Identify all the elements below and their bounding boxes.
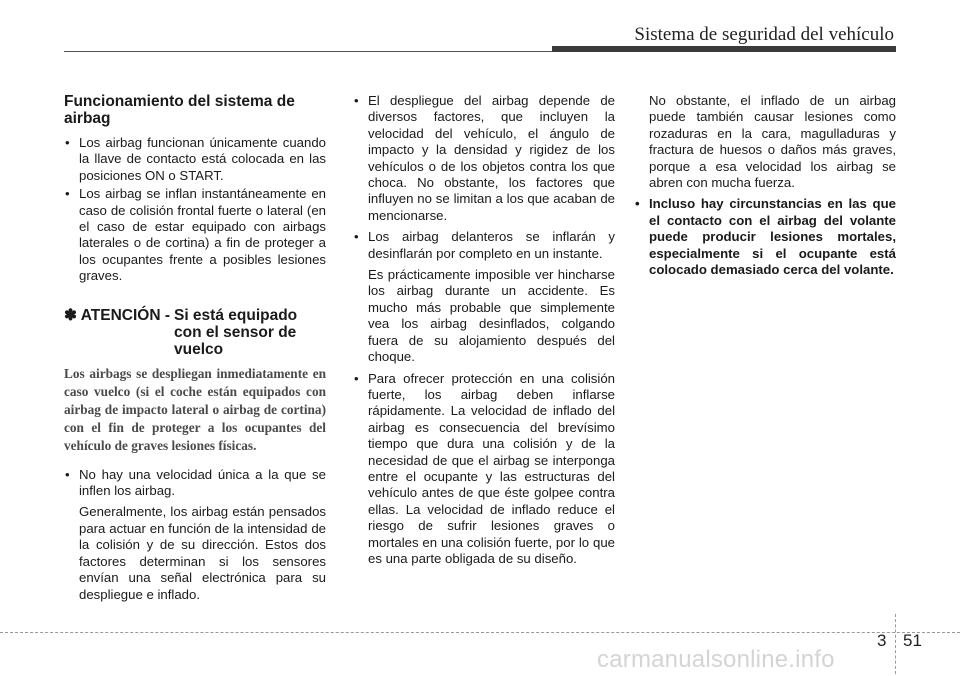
- list-item-text: Los airbag delanteros se inflarán y desinflarán por completo en un instante.: [368, 229, 615, 261]
- header-rule-thin: [64, 51, 560, 52]
- bullet-marker: •: [65, 135, 70, 150]
- page-header-title: Sistema de seguridad del vehículo: [634, 24, 894, 45]
- paragraph: No obstante, el inflado de un airbag puede también causar lesiones como rozaduras en la cara, magulladuras y fractura de huesos o daños más graves, porque a esa velocidad los airbag se abren con mucha fuerza.: [649, 93, 896, 191]
- list-item: [353, 229, 615, 262]
- watermark: carmanualsonline.info: [597, 646, 835, 673]
- list-item-continuation: Es prácticamente imposible ver hincharse los airbag durante un accidente. Es mucho más probable que simplemente vea los airbag desinflados, colgando fuera de su alojamiento después del choque.: [368, 267, 615, 365]
- column-2: [353, 93, 615, 569]
- column-3: [634, 93, 896, 280]
- list-item-text: Para ofrecer protección en una colisión fuerte, los airbag deben inflarse rápidamente. La velocidad de inflado del airbag es consecuencia del brevísimo tiempo que dura una colisión y de la necesidad de que el airbag se interponga entre el ocupante y las estructuras del vehículo antes de que éste golpee contra ellas. La velocidad de inflado reduce el riesgo de sufrir lesiones graves o mortales en una colisión fuerte, por lo que es una parte obligada de su diseño.: [368, 370, 615, 566]
- list-item-text: Incluso hay circunstancias en las que el contacto con el airbag del volante puede producir lesiones mortales, especialmente si el ocupante está colocado demasiado cerca del volante.: [649, 196, 896, 278]
- list-item-text: Los airbag funcionan únicamente cuando la llave de contacto está colocada en las posiciones ON o START.: [79, 135, 326, 183]
- bullet-marker: •: [354, 229, 359, 245]
- list-item: [64, 467, 326, 500]
- list-item: [353, 371, 615, 568]
- attention-label: ✽ ATENCIÓN -: [64, 306, 170, 324]
- bullet-marker: •: [354, 370, 359, 386]
- bullet-marker: •: [635, 196, 640, 212]
- list-item: [64, 135, 326, 184]
- section-heading: Funcionamiento del sistema de airbag: [64, 93, 295, 127]
- attention-text: Los airbags se despliegan inmediatamente en caso vuelco (si el coche están equipados con airbag de impacto lateral o airbag de cortina) con el fin de proteger a los ocupantes del vehículo de graves lesiones físicas.: [64, 365, 326, 453]
- header-rule-thick: [552, 46, 896, 52]
- list-item: [64, 186, 326, 284]
- bullet-marker: •: [354, 93, 359, 108]
- footer-vertical-divider: [895, 614, 896, 674]
- list-item-continuation: Generalmente, los airbag están pensados para actuar en función de la intensidad de la colisión y de su dirección. Estos dos factores determinan si los sensores envían una señal electrónica para su despliegue e inflado.: [79, 504, 326, 602]
- list-item-text: No hay una velocidad única a la que se inflen los airbag.: [79, 466, 326, 499]
- bullet-marker: •: [65, 466, 70, 482]
- chapter-number: 3: [877, 631, 887, 650]
- attention-heading: [64, 307, 326, 358]
- attention-title: Si está equipado con el sensor de vuelco: [173, 306, 298, 358]
- page-number: 51: [903, 631, 922, 650]
- list-item-text: Los airbag se inflan instantáneamente en caso de colisión frontal fuerte o lateral (en el caso de estar equipado con airbags laterales o de cortina) a fin de proteger a los ocupantes frente a posibles lesiones graves.: [79, 186, 326, 284]
- list-item: [634, 196, 896, 278]
- bullet-marker: •: [65, 186, 70, 202]
- column-1: [64, 93, 326, 605]
- footer-divider: [0, 632, 960, 633]
- list-item: [353, 93, 615, 224]
- list-item-text: El despliegue del airbag depende de diversos factores, que incluyen la velocidad del vehículo, el ángulo de impacto y la densidad y rigidez de los vehículos o de los objetos contra los que choca. No obstante, los factores que influyen no se limitan a los que acaban de mencionarse.: [368, 93, 615, 223]
